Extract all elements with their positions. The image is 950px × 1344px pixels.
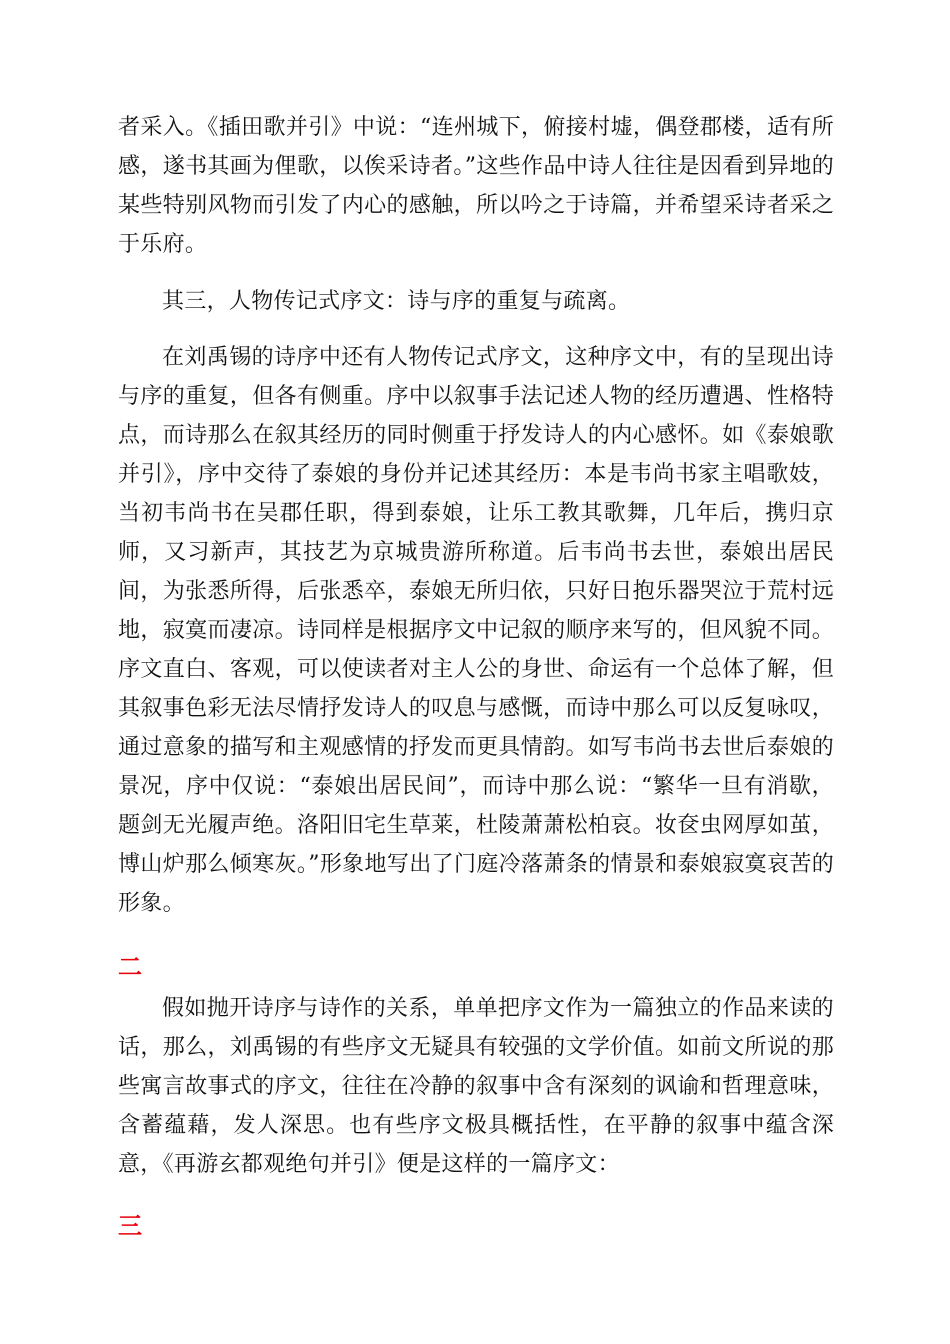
paragraph-subheading-three: 其三，人物传记式序文：诗与序的重复与疏离。 — [162, 289, 631, 314]
section-number-three: 三 — [118, 1211, 142, 1240]
paragraph-caitian-ge: 者采入。《插田歌并引》中说：“连州城下，俯接村墟，偶登郡楼，适有所感，遂书其画为俚歌，以俟采诗者。”这些作品中诗人往往是因看到异地的某些特别风物而引发了内心的感触，所以吟之于诗篇，并希望采诗者采之于乐府。 — [118, 115, 834, 257]
paragraph-literary-value: 假如抛开诗序与诗作的关系，单单把序文作为一篇独立的作品来读的话，那么，刘禹锡的有些序文无疑具有较强的文学价值。如前文所说的那些寓言故事式的序文，往往在冷静的叙事中含有深刻的讽谕和哲理意味，含蓄蕴藉，发人深思。也有些序文极具概括性，在平静的叙事中蕴含深意，《再游玄都观绝句并引》便是这样的一篇序文： — [118, 996, 834, 1177]
paragraph-biographical-preface: 在刘禹锡的诗序中还有人物传记式序文，这种序文中，有的呈现出诗与序的重复，但各有侧重。序中以叙事手法记述人物的经历遭遇、性格特点，而诗那么在叙其经历的同时侧重于抒发诗人的内心感怀。如《泰娘歌并引》，序中交待了泰娘的身份并记述其经历：本是韦尚书家主唱歌妓，当初韦尚书在吴郡任职，得到泰娘，让乐工教其歌舞，几年后，携归京师，又习新声，其技艺为京城贵游所称道。后韦尚书去世，泰娘出居民间，为张悉所得，后张悉卒，泰娘无所归依，只好日抱乐器哭泣于荒村远地，寂寞而凄凉。诗同样是根据序文中记叙的顺序来写的，但风貌不同。序文直白、客观，可以使读者对主人公的身世、命运有一个总体了解，但其叙事色彩无法尽情抒发诗人的叹息与感慨，而诗中那么可以反复咏叹，通过意象的描写和主观感情的抒发而更具情韵。如写韦尚书去世后泰娘的景况，序中仅说：“泰娘出居民间”，而诗中那么说：“繁华一旦有消歇，题剑无光履声绝。洛阳旧宅生草莱，杜陵萧萧松柏哀。妆奁虫网厚如茧，博山炉那么倾寒灰。”形象地写出了门庭冷落萧条的情景和泰娘寂寞哀苦的形象。 — [118, 345, 834, 916]
section-number-two: 二 — [118, 952, 142, 981]
document-body — [118, 108, 834, 1248]
